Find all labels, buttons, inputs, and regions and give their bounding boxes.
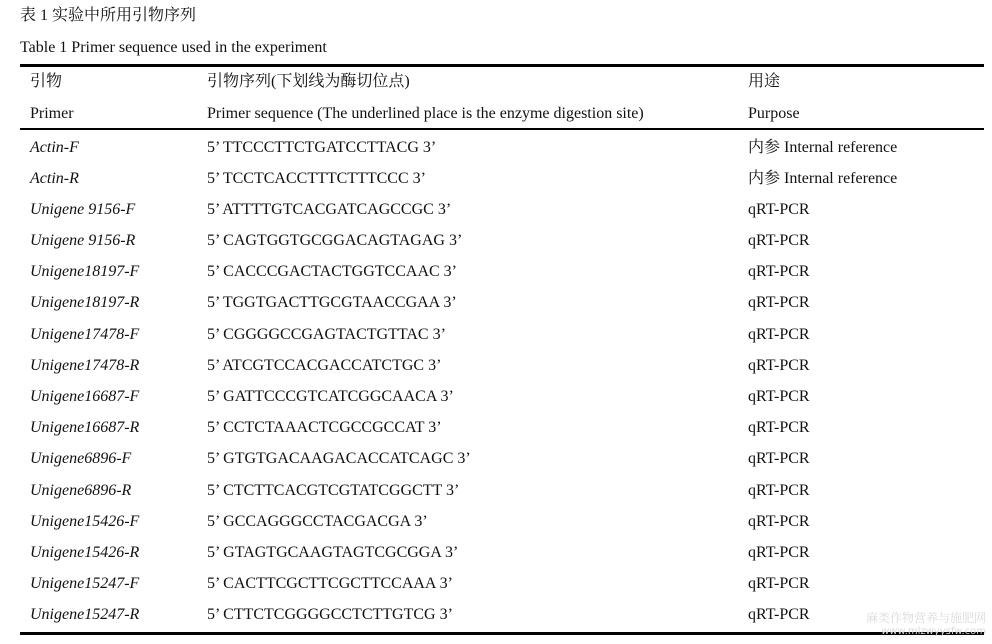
table-row <box>0 138 992 169</box>
primer-purpose: qRT-PCR <box>748 201 810 218</box>
primer-purpose: qRT-PCR <box>748 263 810 280</box>
table-row <box>0 200 992 231</box>
primer-sequence: 5’ CTCTTCACGTCGTATCGGCTT 3’ <box>207 482 460 499</box>
watermark-url: www.mlzwyysfw.com <box>881 626 986 637</box>
header-rule <box>20 128 984 130</box>
table-row <box>0 574 992 605</box>
primer-sequence: 5’ ATTTTGTCACGATCAGCCGC 3’ <box>207 201 452 218</box>
header-purpose-cn: 用途 <box>748 73 781 90</box>
table-row <box>0 543 992 574</box>
header-primer-en: Primer <box>30 105 74 122</box>
primer-sequence: 5’ GTAGTGCAAGTAGTCGCGGA 3’ <box>207 544 459 561</box>
primer-sequence: 5’ CGGGGCCGAGTACTGTTAC 3’ <box>207 326 446 343</box>
primer-sequence: 5’ GCCAGGGCCTACGACGA 3’ <box>207 513 428 530</box>
primer-purpose: 内参 Internal reference <box>748 170 898 187</box>
table-row <box>0 449 992 480</box>
primer-name: Unigene17478-R <box>30 357 140 374</box>
primer-sequence: 5’ GTGTGACAAGACACCATCAGC 3’ <box>207 450 471 467</box>
primer-name: Unigene 9156-R <box>30 232 136 249</box>
primer-name: Unigene6896-F <box>30 450 132 467</box>
primer-sequence: 5’ TTCCCTTCTGATCCTTACG 3’ <box>207 139 437 156</box>
table-caption-english: Table 1 Primer sequence used in the experiment <box>20 39 327 56</box>
primer-sequence: 5’ TGGTGACTTGCGTAACCGAA 3’ <box>207 294 457 311</box>
primer-sequence: 5’ CACCCGACTACTGGTCCAAC 3’ <box>207 263 457 280</box>
primer-sequence: 5’ CAGTGGTGCGGACAGTAGAG 3’ <box>207 232 463 249</box>
table-row <box>0 512 992 543</box>
primer-purpose: 内参 Internal reference <box>748 139 898 156</box>
primer-purpose: qRT-PCR <box>748 575 810 592</box>
watermark-name: 麻类作物营养与施肥网 <box>865 611 986 625</box>
bottom-rule <box>20 632 984 635</box>
table-row <box>0 262 992 293</box>
primer-purpose: qRT-PCR <box>748 482 810 499</box>
primer-purpose: qRT-PCR <box>748 419 810 436</box>
primer-sequence: 5’ CACTTCGCTTCGCTTCCAAA 3’ <box>207 575 453 592</box>
primer-sequence: 5’ CCTCTAAACTCGCCGCCAT 3’ <box>207 419 442 436</box>
primer-purpose: qRT-PCR <box>748 513 810 530</box>
primer-name: Actin-F <box>30 139 79 156</box>
primer-name: Unigene15426-R <box>30 544 140 561</box>
table-row <box>0 293 992 324</box>
primer-purpose: qRT-PCR <box>748 450 810 467</box>
primer-sequence: 5’ GATTCCCGTCATCGGCAACA 3’ <box>207 388 454 405</box>
primer-name: Unigene 9156-F <box>30 201 136 218</box>
primer-purpose: qRT-PCR <box>748 294 810 311</box>
primer-sequence: 5’ ATCGTCCACGACCATCTGC 3’ <box>207 357 442 374</box>
primer-purpose: qRT-PCR <box>748 326 810 343</box>
primer-purpose: qRT-PCR <box>748 606 810 623</box>
header-primer-cn: 引物 <box>30 73 63 90</box>
header-purpose-en: Purpose <box>748 105 800 122</box>
primer-purpose: qRT-PCR <box>748 357 810 374</box>
table-row <box>0 481 992 512</box>
primer-name: Unigene15247-F <box>30 575 140 592</box>
primer-purpose: qRT-PCR <box>748 388 810 405</box>
primer-name: Unigene16687-R <box>30 419 140 436</box>
primer-name: Unigene16687-F <box>30 388 140 405</box>
table-row <box>0 231 992 262</box>
primer-name: Unigene17478-F <box>30 326 140 343</box>
primer-sequence: 5’ TCCTCACCTTTCTTTCCC 3’ <box>207 170 426 187</box>
primer-name: Unigene18197-F <box>30 263 140 280</box>
table-caption-chinese: 表 1 实验中所用引物序列 <box>20 7 197 24</box>
header-sequence-cn: 引物序列(下划线为酶切位点) <box>207 73 410 90</box>
primer-name: Unigene15247-R <box>30 606 140 623</box>
top-rule <box>20 64 984 67</box>
table-row <box>0 356 992 387</box>
site-watermark <box>866 612 986 638</box>
primer-purpose: qRT-PCR <box>748 544 810 561</box>
table-row <box>0 418 992 449</box>
primer-name: Unigene18197-R <box>30 294 140 311</box>
table-row <box>0 169 992 200</box>
primer-name: Unigene6896-R <box>30 482 132 499</box>
table-row <box>0 325 992 356</box>
primer-sequence: 5’ CTTCTCGGGGCCTCTTGTCG 3’ <box>207 606 453 623</box>
table-row <box>0 387 992 418</box>
primer-name: Actin-R <box>30 170 79 187</box>
header-sequence-en: Primer sequence (The underlined place is the enzyme digestion site) <box>207 105 644 122</box>
primer-purpose: qRT-PCR <box>748 232 810 249</box>
primer-name: Unigene15426-F <box>30 513 140 530</box>
